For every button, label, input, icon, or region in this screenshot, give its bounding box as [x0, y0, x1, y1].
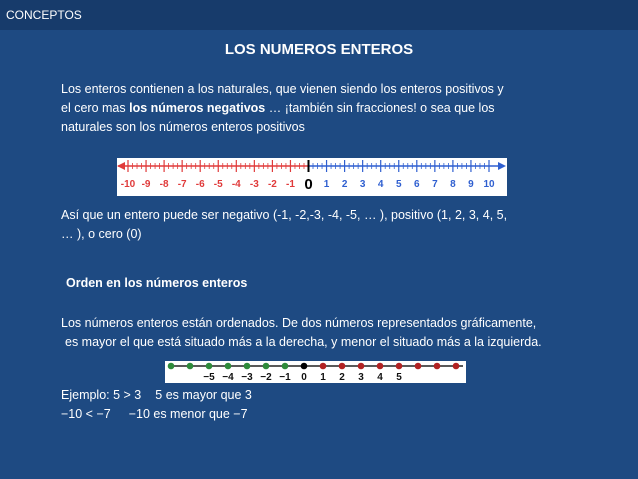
- tick-label: 5: [395, 179, 402, 190]
- number-dot: [320, 363, 327, 370]
- tick-label: 10: [483, 179, 495, 190]
- summary-line-1: Así que un entero puede ser negativo (-1, -2,-3, -4, -5, … ), positivo (1, 2, 3, 4, 5,: [61, 208, 508, 222]
- number-line-dots-svg: [165, 361, 466, 383]
- right-arrow-icon: [498, 162, 506, 170]
- page-title: LOS NUMEROS ENTEROS: [224, 41, 414, 58]
- example-line-1: [61, 386, 461, 405]
- intro-paragraph: [61, 80, 601, 137]
- summary-line-2: … ), o cero (0): [61, 227, 142, 241]
- header-bar: [0, 0, 638, 30]
- tick-label: 9: [468, 179, 474, 190]
- tick-label: -3: [249, 179, 259, 190]
- intro-line-1: Los enteros contienen a los naturales, que vienen siendo los enteros positivos y: [61, 82, 504, 96]
- number-dot: [301, 363, 308, 370]
- tick-label: -6: [195, 179, 205, 190]
- tick-label: 2: [339, 372, 345, 383]
- intro-line-3: naturales son los números enteros positivos: [61, 120, 305, 134]
- example-1-expression: Ejemplo: 5 > 3: [61, 388, 142, 402]
- tick-label: -10: [120, 179, 136, 190]
- number-dot: [339, 363, 346, 370]
- number-dot: [358, 363, 365, 370]
- tick-label: 4: [377, 372, 383, 383]
- left-arrow-icon: [117, 162, 125, 170]
- tick-label: −3: [241, 372, 253, 383]
- order-paragraph: [61, 314, 621, 352]
- intro-line-2-end: … ¡también sin fracciones! o sea que los: [265, 101, 495, 115]
- extra-dot: [168, 363, 175, 370]
- number-dot: [206, 363, 213, 370]
- tick-label: 3: [359, 179, 366, 190]
- tick-label: −2: [260, 372, 272, 383]
- tick-label: 0: [301, 372, 307, 383]
- tick-label: −1: [279, 372, 291, 383]
- intro-line-2: [61, 99, 601, 118]
- tick-label: 5: [396, 372, 402, 383]
- number-dot: [282, 363, 289, 370]
- example-2-expression: −10 < −7: [61, 407, 111, 421]
- tick-label: 3: [358, 372, 364, 383]
- tick-label: -2: [267, 179, 277, 190]
- order-heading: Orden en los números enteros: [66, 276, 248, 290]
- example-paragraph: [61, 386, 461, 424]
- tick-label: -1: [285, 179, 295, 190]
- example-1-explanation: 5 es mayor que 3: [155, 388, 252, 402]
- tick-label: 1: [323, 179, 330, 190]
- tick-label: -5: [213, 179, 223, 190]
- tick-label: -9: [141, 179, 151, 190]
- number-dot: [244, 363, 251, 370]
- summary-paragraph: [61, 206, 606, 244]
- intro-line-2-start: el cero mas: [61, 101, 130, 115]
- number-dot: [377, 363, 384, 370]
- extra-dot: [187, 363, 194, 370]
- tick-label: 8: [450, 179, 456, 190]
- tick-label: 4: [377, 179, 384, 190]
- number-dot: [225, 363, 232, 370]
- tick-label: 0: [304, 176, 313, 193]
- extra-dot: [453, 363, 460, 370]
- number-dot: [263, 363, 270, 370]
- tick-label: 1: [320, 372, 326, 383]
- extra-dot: [415, 363, 422, 370]
- number-line-integers: [117, 158, 507, 196]
- example-2-explanation: −10 es menor que −7: [128, 407, 248, 421]
- number-line-integers-svg: [117, 158, 507, 196]
- intro-bold-text: los números negativos: [129, 101, 266, 115]
- tick-label: -7: [177, 179, 187, 190]
- number-dot: [396, 363, 403, 370]
- tick-label: -4: [231, 179, 241, 190]
- tick-label: -8: [159, 179, 169, 190]
- tick-label: −5: [203, 372, 215, 383]
- number-line-dots: [165, 361, 466, 383]
- example-line-2: [61, 405, 461, 424]
- order-line-1: Los números enteros están ordenados. De dos números representados gráficamente,: [61, 316, 537, 330]
- section-label: CONCEPTOS: [6, 8, 82, 22]
- tick-label: 6: [414, 179, 420, 190]
- tick-label: 2: [341, 179, 348, 190]
- tick-label: 7: [432, 179, 438, 190]
- extra-dot: [434, 363, 441, 370]
- order-line-2: es mayor el que está situado más a la derecha, y menor el situado más a la izquierda.: [65, 335, 542, 349]
- tick-label: −4: [222, 372, 234, 383]
